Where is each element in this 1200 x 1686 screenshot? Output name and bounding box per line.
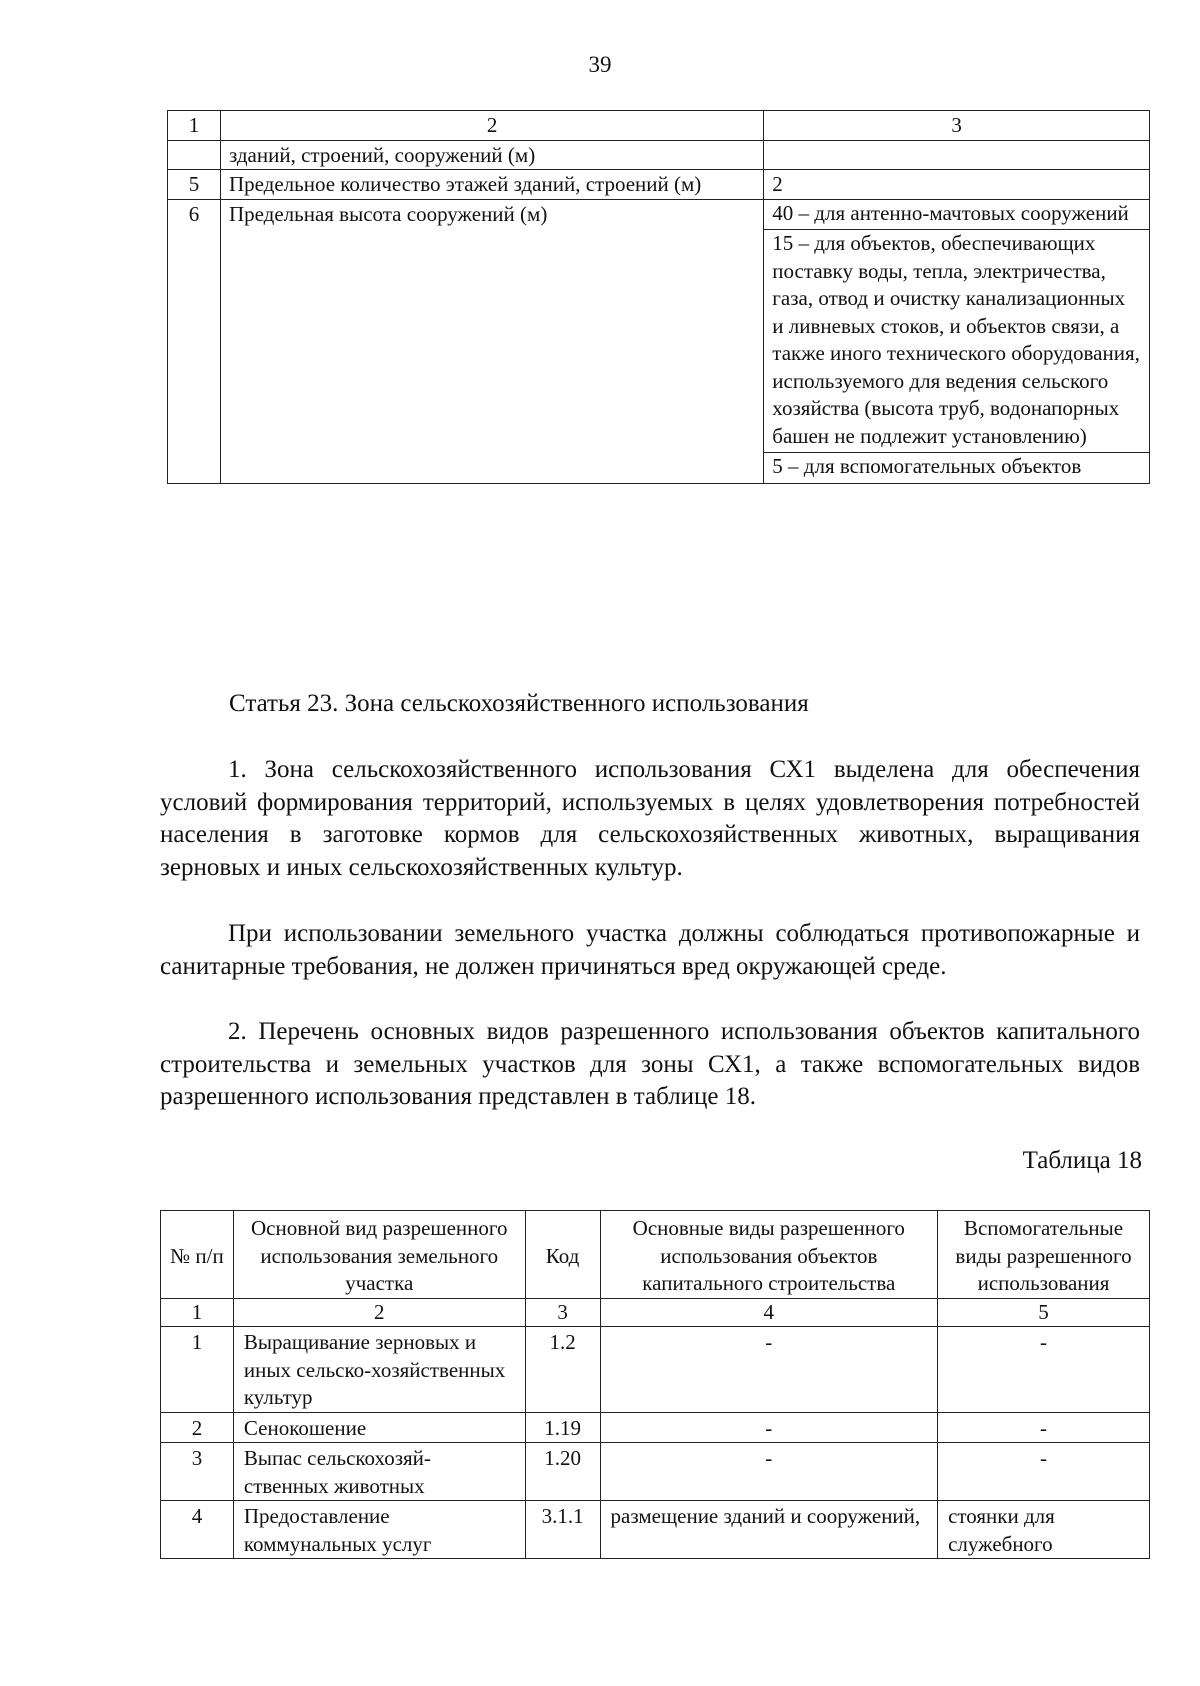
code-cell: 1.19: [525, 1412, 600, 1443]
table-row: [161, 1443, 1150, 1501]
land-use-cell: Выращивание зерновых и иных сельско-хозяйственных культур: [233, 1327, 525, 1413]
main-use-cell: -: [600, 1327, 938, 1413]
parameter-value-cell: 2: [764, 170, 1150, 200]
land-use-cell: Предоставление коммунальных услуг: [233, 1501, 525, 1559]
table-header-row: [168, 111, 1150, 141]
main-use-cell: -: [600, 1412, 938, 1443]
main-use-cell: размещение зданий и сооружений,: [600, 1501, 938, 1559]
row-number-cell: [168, 140, 221, 170]
column-number-cell: 1: [161, 1298, 234, 1327]
article-paragraph: 2. Перечень основных видов разрешенного использования объектов капитального строительства и земельных участков для зоны СХ1, а также вспомогательных видов разрешенного использования представлен в таблице 18.: [160, 1018, 1140, 1110]
auxiliary-use-cell: -: [938, 1443, 1150, 1501]
header-cell: Основной вид разрешенного использования земельного участка: [233, 1211, 525, 1299]
row-number-cell: 5: [168, 170, 221, 200]
parameter-name-cell: Предельное количество этажей зданий, строений (м): [220, 170, 763, 200]
code-cell: 3.1.1: [525, 1501, 600, 1559]
parameter-name-cell: Предельная высота сооружений (м): [220, 199, 763, 483]
land-use-cell: Выпас сельскохозяй-ственных животных: [233, 1443, 525, 1501]
row-number-cell: 4: [161, 1501, 234, 1559]
table-header-row: [161, 1211, 1150, 1299]
column-number-row: [161, 1298, 1150, 1327]
table-caption: Таблица 18: [1022, 1147, 1142, 1174]
table-row: [168, 170, 1150, 200]
table-row: [161, 1501, 1150, 1559]
article-paragraph: 1. Зона сельскохозяйственного использования СХ1 выделена для обеспечения условий формирования территорий, используемых в целях удовлетворения потребностей населения в заготовке кормов для сельскохозяйственных животных, выращивания зерновых и иных сельскохозяйственных культур.: [160, 756, 1140, 881]
code-cell: 1.20: [525, 1443, 600, 1501]
header-cell: Вспомогательные виды разрешенного использования: [938, 1211, 1150, 1299]
row-number-cell: 2: [161, 1412, 234, 1443]
table-row: [168, 140, 1150, 170]
permitted-use-table: [160, 1210, 1150, 1559]
parameter-value-cell: 5 – для вспомогательных объектов: [772, 454, 1082, 478]
article-heading: Статья 23. Зона сельскохозяйственного использования: [229, 690, 809, 717]
parameter-name-cell: зданий, строений, сооружений (м): [220, 140, 763, 170]
table-row: [168, 199, 1150, 483]
column-number-cell: 3: [525, 1298, 600, 1327]
column-number-cell: 2: [220, 111, 763, 141]
header-cell: Основные виды разрешенного использования объектов капитального строительства: [600, 1211, 938, 1299]
column-number-cell: 4: [600, 1298, 938, 1327]
parameter-value-cell: 15 – для объектов, обеспечивающих поставку воды, тепла, электричества, газа, отвод и очистку канализационных и ливневых стоков, и объектов связи, а также иного технического оборудования, используемого для ведения сельского хозяйства (высота труб, водонапорных башен не подлежит установлению): [764, 230, 1149, 453]
article-paragraph: При использовании земельного участка должны соблюдаться противопожарные и санитарные требования, не должен причиняться вред окружающей среде.: [160, 920, 1140, 980]
column-number-cell: 3: [764, 111, 1150, 141]
column-number-cell: 2: [233, 1298, 525, 1327]
auxiliary-use-cell: -: [938, 1327, 1150, 1413]
header-cell: № п/п: [161, 1211, 234, 1299]
column-number-cell: 1: [168, 111, 221, 141]
row-number-cell: 1: [161, 1327, 234, 1413]
parameter-value-cell: 40 – для антенно-мачтовых сооружений: [764, 200, 1149, 231]
parameter-value-cell: [764, 140, 1150, 170]
column-number-cell: 5: [938, 1298, 1150, 1327]
code-cell: 1.2: [525, 1327, 600, 1413]
row-number-cell: 6: [168, 199, 221, 483]
page-number: 39: [588, 52, 612, 77]
table-row: [161, 1327, 1150, 1413]
table-row: [161, 1412, 1150, 1443]
auxiliary-use-cell: стоянки для служебного: [938, 1501, 1150, 1559]
row-number-cell: 3: [161, 1443, 234, 1501]
regulations-table-continuation: [167, 110, 1150, 484]
header-cell: Код: [525, 1211, 600, 1299]
parameter-value-stack: [764, 199, 1150, 483]
land-use-cell: Сенокошение: [233, 1412, 525, 1443]
main-use-cell: -: [600, 1443, 938, 1501]
auxiliary-use-cell: -: [938, 1412, 1150, 1443]
